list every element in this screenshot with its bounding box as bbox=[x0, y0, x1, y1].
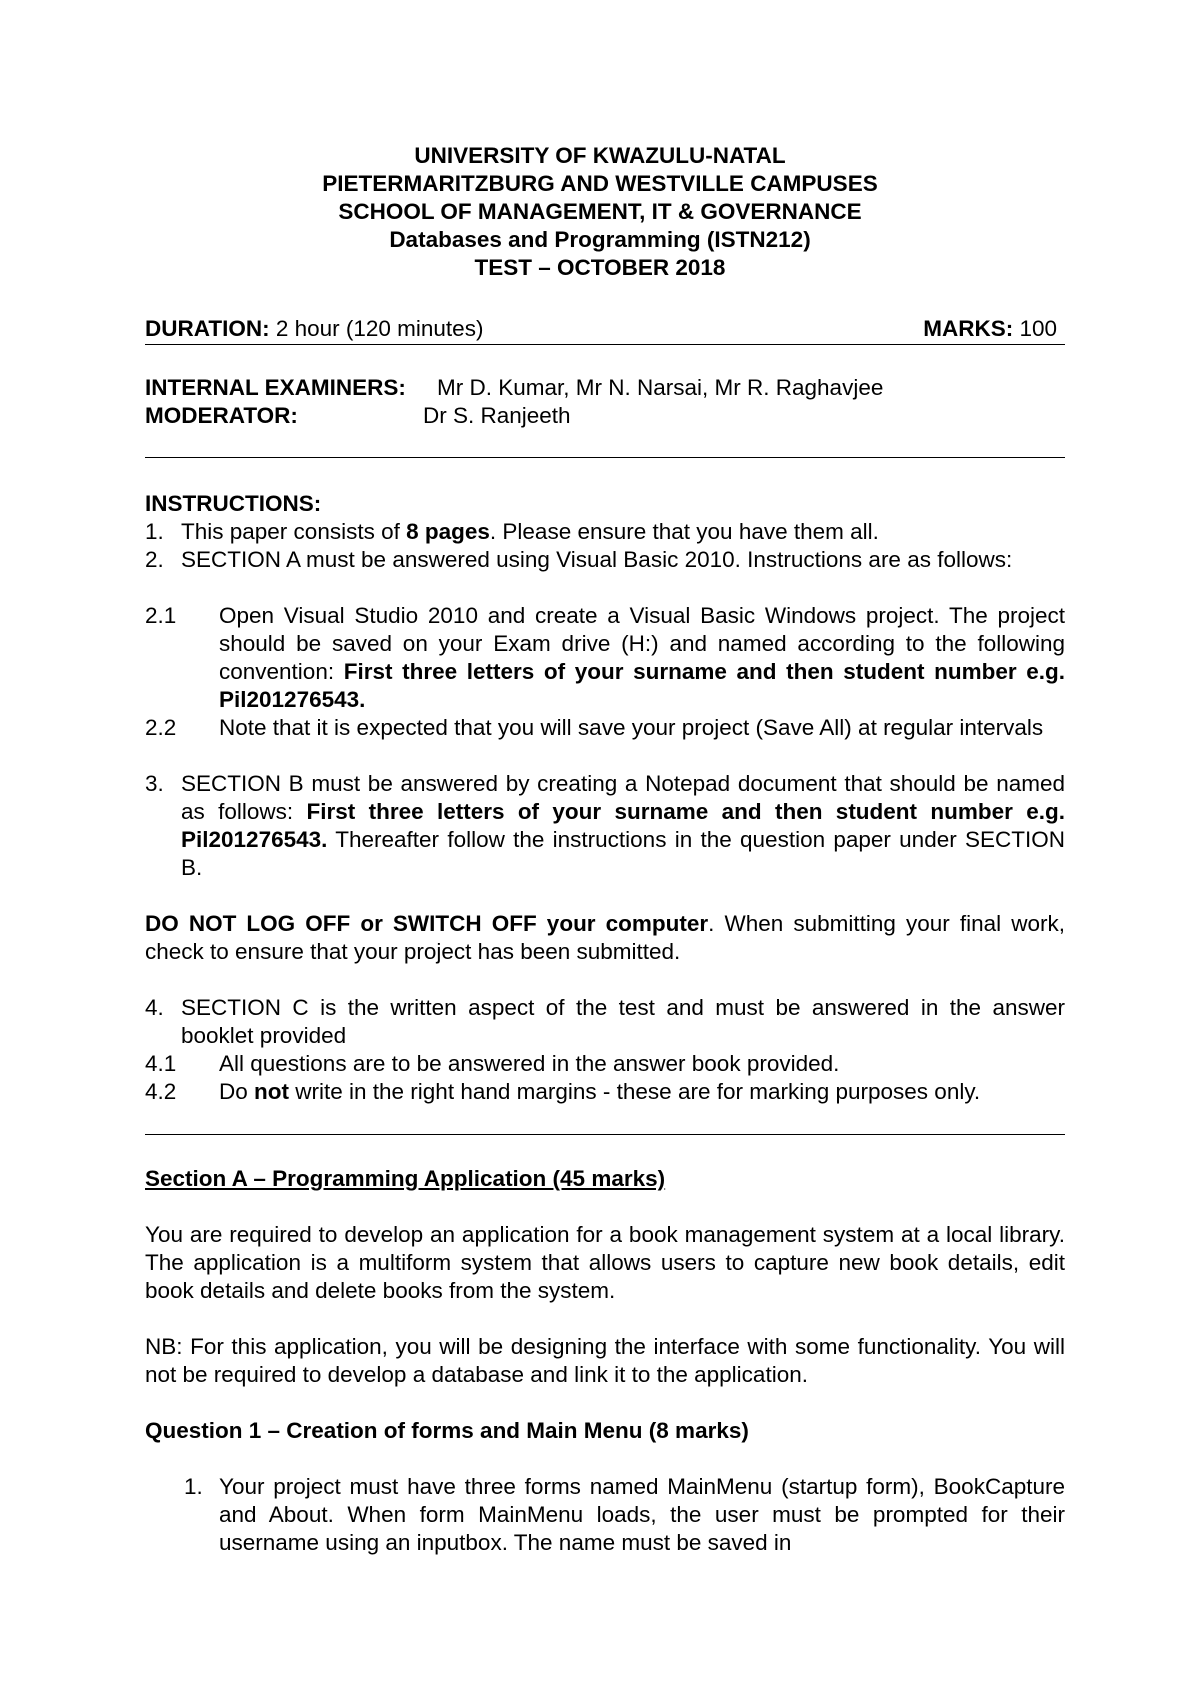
warning-paragraph: DO NOT LOG OFF or SWITCH OFF your computer. When submitting your final work, check to ensure that your project has been submitted. bbox=[145, 911, 1065, 964]
item-text: SECTION C is the written aspect of the test and must be answered in the answer booklet provided bbox=[181, 995, 1065, 1048]
duration-value: 2 hour (120 minutes) bbox=[269, 316, 484, 341]
item-text: SECTION A must be answered using Visual Basic 2010. Instructions are as follows: bbox=[181, 547, 1013, 572]
item-text: Note that it is expected that you will save your project (Save All) at regular intervals bbox=[219, 715, 1044, 740]
marks-field bbox=[923, 315, 1057, 343]
warning-bold: DO NOT LOG OFF or SWITCH OFF your computer bbox=[145, 911, 709, 936]
item-text: All questions are to be answered in the answer book provided. bbox=[219, 1051, 840, 1076]
campuses-line: PIETERMARITZBURG AND WESTVILLE CAMPUSES bbox=[322, 171, 878, 196]
examiners-value: Mr D. Kumar, Mr N. Narsai, Mr R. Raghavjee bbox=[437, 375, 884, 400]
section-a-note: NB: For this application, you will be designing the interface with some functionality. You will not be required to develop a database and link it to the application. bbox=[145, 1334, 1065, 1387]
marks-value: 100 bbox=[1013, 316, 1057, 341]
course-title: Databases and Programming (ISTN212) bbox=[389, 227, 811, 252]
instruction-subitem bbox=[145, 1078, 1065, 1106]
moderator-label: MODERATOR: bbox=[145, 403, 298, 428]
moderator-row bbox=[145, 402, 1065, 430]
test-date: TEST – OCTOBER 2018 bbox=[474, 255, 726, 280]
item-number: 4. bbox=[145, 995, 164, 1020]
instruction-item bbox=[145, 518, 1065, 546]
item-number: 2.2 bbox=[145, 715, 177, 740]
duration-label: DURATION: bbox=[145, 316, 270, 341]
divider bbox=[145, 1134, 1065, 1135]
item-number: 2. bbox=[145, 547, 164, 572]
question-1-title: Question 1 – Creation of forms and Main Menu (8 marks) bbox=[145, 1418, 749, 1443]
examiners-label: INTERNAL EXAMINERS: bbox=[145, 375, 406, 400]
item-text: Your project must have three forms named MainMenu (startup form), BookCapture and About. When form MainMenu loads, the user must be prompted for their username using an inputbox. The name must be saved in bbox=[219, 1474, 1065, 1555]
university-name: UNIVERSITY OF KWAZULU-NATAL bbox=[414, 143, 786, 168]
item-text: This paper consists of 8 pages. Please ensure that you have them all. bbox=[181, 519, 879, 544]
marks-label: MARKS: bbox=[923, 316, 1014, 341]
item-text: Open Visual Studio 2010 and create a Visual Basic Windows project. The project should be saved on your Exam drive (H:) and named according to the following convention: First three letters of your surname and then student number e.g. Pil201276543. bbox=[219, 603, 1065, 712]
instruction-item bbox=[145, 546, 1065, 574]
instruction-subitem bbox=[145, 1050, 1065, 1078]
school-line: SCHOOL OF MANAGEMENT, IT & GOVERNANCE bbox=[338, 199, 862, 224]
item-number: 1. bbox=[145, 519, 164, 544]
section-a-intro: You are required to develop an application for a book management system at a local library. The application is a multiform system that allows users to capture new book details, edit book details and delete books from the system. bbox=[145, 1222, 1065, 1303]
examiners-row bbox=[145, 374, 1065, 402]
duration-marks-row bbox=[145, 315, 1065, 343]
item-number: 4.2 bbox=[145, 1079, 177, 1104]
item-number: 2.1 bbox=[145, 603, 177, 628]
instruction-item bbox=[145, 770, 1065, 882]
instruction-subitem bbox=[145, 602, 1065, 714]
instruction-subitem bbox=[145, 714, 1065, 742]
section-a-title: Section A – Programming Application (45 marks) bbox=[145, 1166, 666, 1191]
instructions-heading: INSTRUCTIONS: bbox=[145, 491, 322, 516]
item-number: 4.1 bbox=[145, 1051, 177, 1076]
moderator-value: Dr S. Ranjeeth bbox=[423, 403, 571, 428]
exam-header bbox=[0, 142, 1200, 282]
question-item bbox=[145, 1473, 1065, 1557]
item-text: Do not write in the right hand margins - these are for marking purposes only. bbox=[219, 1079, 981, 1104]
item-number: 3. bbox=[145, 771, 164, 796]
divider bbox=[145, 344, 1065, 345]
item-text: SECTION B must be answered by creating a Notepad document that should be named as follows: First three letters of your surname and then student number e.g. Pil201276543. Thereafter follow the instructions in the question paper under SECTION B. bbox=[181, 771, 1065, 880]
instruction-item bbox=[145, 994, 1065, 1050]
item-number: 1. bbox=[184, 1474, 203, 1499]
divider bbox=[145, 457, 1065, 458]
